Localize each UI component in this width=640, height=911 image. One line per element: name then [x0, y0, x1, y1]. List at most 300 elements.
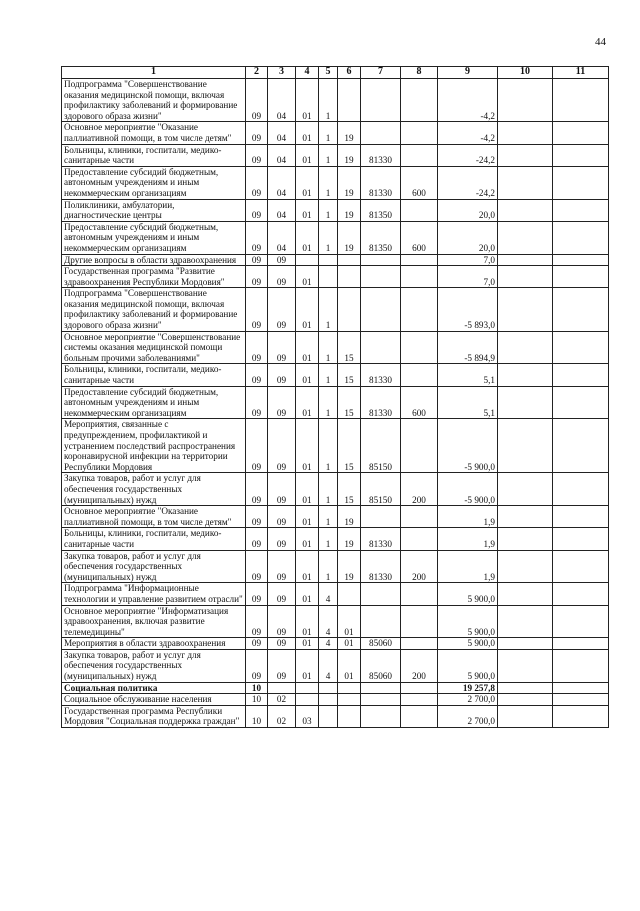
- row-code-c4: 01: [296, 166, 319, 199]
- row-code-c3: 04: [268, 199, 296, 221]
- table-row: [62, 682, 609, 694]
- table-row: [62, 506, 609, 528]
- row-code-c3: 09: [268, 266, 296, 288]
- row-empty-c11: [553, 199, 609, 221]
- row-code-c4: 01: [296, 419, 319, 473]
- row-description: Предоставление субсидий бюджетным, автономным учреждениям и иным некоммерческим организациям: [62, 221, 246, 254]
- row-code-c8: [401, 694, 438, 706]
- row-code-c3: 09: [268, 473, 296, 506]
- table-row: [62, 331, 609, 364]
- row-code-c5: 1: [319, 144, 338, 166]
- row-empty-c11: [553, 649, 609, 682]
- row-amount: 5,1: [438, 364, 498, 386]
- row-description: Другие вопросы в области здравоохранения: [62, 254, 246, 266]
- row-empty-c10: [498, 199, 553, 221]
- row-code-c2: 09: [246, 364, 268, 386]
- row-description: Основное мероприятие "Оказание паллиативной помощи, в том числе детям": [62, 506, 246, 528]
- row-code-c2: 09: [246, 199, 268, 221]
- row-amount: 5 900,0: [438, 583, 498, 605]
- row-amount: -5 893,0: [438, 288, 498, 331]
- row-code-c8: [401, 583, 438, 605]
- row-description: Подпрограмма "Совершенствование оказания медицинской помощи, включая профилактику заболеваний и формирование здорового образа жизни": [62, 79, 246, 122]
- row-amount: 5,1: [438, 386, 498, 419]
- row-code-c5: 1: [319, 473, 338, 506]
- row-description: Основное мероприятие "Информатизация здравоохранения, включая развитие телемедицины": [62, 605, 246, 638]
- row-code-c8: [401, 254, 438, 266]
- table-row: [62, 386, 609, 419]
- row-code-c5: 4: [319, 649, 338, 682]
- row-code-c5: 1: [319, 386, 338, 419]
- row-code-c6: 19: [338, 166, 361, 199]
- row-code-c5: 1: [319, 331, 338, 364]
- row-code-c8: [401, 605, 438, 638]
- row-code-c8: [401, 528, 438, 550]
- row-code-c8: [401, 638, 438, 650]
- row-amount: 2 700,0: [438, 694, 498, 706]
- row-code-c2: 09: [246, 122, 268, 144]
- row-amount: 1,9: [438, 550, 498, 583]
- row-code-c7: 81330: [361, 528, 401, 550]
- row-code-c6: 19: [338, 221, 361, 254]
- row-code-c3: 02: [268, 694, 296, 706]
- row-code-c7: 85150: [361, 473, 401, 506]
- row-code-c6: 15: [338, 386, 361, 419]
- row-empty-c10: [498, 386, 553, 419]
- row-code-c2: 09: [246, 473, 268, 506]
- row-code-c5: 1: [319, 288, 338, 331]
- row-amount: 20,0: [438, 199, 498, 221]
- row-amount: 5 900,0: [438, 605, 498, 638]
- row-code-c8: 200: [401, 473, 438, 506]
- row-code-c4: 01: [296, 364, 319, 386]
- row-empty-c10: [498, 166, 553, 199]
- row-code-c5: 1: [319, 528, 338, 550]
- row-code-c3: 09: [268, 419, 296, 473]
- row-description: Государственная программа Республики Мордовия "Социальная поддержка граждан": [62, 705, 246, 727]
- row-code-c7: [361, 682, 401, 694]
- column-header-1: 1: [62, 67, 246, 79]
- column-header-2: 2: [246, 67, 268, 79]
- row-code-c6: 01: [338, 638, 361, 650]
- row-code-c2: 09: [246, 550, 268, 583]
- row-code-c2: 09: [246, 638, 268, 650]
- row-empty-c10: [498, 550, 553, 583]
- row-code-c2: 09: [246, 144, 268, 166]
- table-row: [62, 550, 609, 583]
- row-empty-c11: [553, 605, 609, 638]
- row-empty-c11: [553, 528, 609, 550]
- row-code-c6: [338, 682, 361, 694]
- row-code-c4: 01: [296, 638, 319, 650]
- row-code-c4: 01: [296, 583, 319, 605]
- row-empty-c10: [498, 649, 553, 682]
- table-row: [62, 166, 609, 199]
- column-header-10: 10: [498, 67, 553, 79]
- row-empty-c11: [553, 331, 609, 364]
- row-code-c6: [338, 705, 361, 727]
- row-code-c5: 1: [319, 221, 338, 254]
- row-description: Поликлиники, амбулатории, диагностические центры: [62, 199, 246, 221]
- row-code-c8: 200: [401, 550, 438, 583]
- row-code-c6: 15: [338, 364, 361, 386]
- row-description: Социальная политика: [62, 682, 246, 694]
- row-empty-c10: [498, 583, 553, 605]
- row-code-c3: [268, 682, 296, 694]
- row-description: Подпрограмма "Совершенствование оказания медицинской помощи, включая профилактику заболеваний и формирование здорового образа жизни": [62, 288, 246, 331]
- row-code-c6: [338, 266, 361, 288]
- row-code-c3: 04: [268, 166, 296, 199]
- table-row: [62, 705, 609, 727]
- table-row: [62, 199, 609, 221]
- row-code-c8: 200: [401, 649, 438, 682]
- row-code-c5: [319, 254, 338, 266]
- row-code-c6: 19: [338, 506, 361, 528]
- row-code-c8: 600: [401, 221, 438, 254]
- row-code-c3: 09: [268, 506, 296, 528]
- row-code-c3: 09: [268, 528, 296, 550]
- row-empty-c10: [498, 419, 553, 473]
- row-amount: -4,2: [438, 79, 498, 122]
- row-code-c2: 09: [246, 419, 268, 473]
- table-row: [62, 254, 609, 266]
- row-code-c8: [401, 79, 438, 122]
- budget-table: [61, 66, 609, 728]
- table-row: [62, 583, 609, 605]
- row-code-c7: 81330: [361, 364, 401, 386]
- row-code-c6: [338, 254, 361, 266]
- row-code-c8: [401, 288, 438, 331]
- row-code-c3: 09: [268, 638, 296, 650]
- row-code-c5: 1: [319, 419, 338, 473]
- row-amount: 5 900,0: [438, 649, 498, 682]
- row-code-c4: 01: [296, 79, 319, 122]
- row-code-c7: [361, 331, 401, 364]
- row-code-c2: 09: [246, 605, 268, 638]
- row-code-c8: 600: [401, 166, 438, 199]
- row-empty-c11: [553, 473, 609, 506]
- row-code-c4: 01: [296, 605, 319, 638]
- row-code-c7: [361, 122, 401, 144]
- row-code-c5: 1: [319, 166, 338, 199]
- row-code-c3: 09: [268, 288, 296, 331]
- row-code-c6: [338, 694, 361, 706]
- row-amount: 7,0: [438, 266, 498, 288]
- row-description: Мероприятия в области здравоохранения: [62, 638, 246, 650]
- row-code-c4: [296, 254, 319, 266]
- row-code-c2: 10: [246, 705, 268, 727]
- row-empty-c10: [498, 364, 553, 386]
- row-code-c4: 01: [296, 649, 319, 682]
- row-code-c6: 01: [338, 649, 361, 682]
- row-code-c3: 09: [268, 605, 296, 638]
- row-code-c7: 81330: [361, 386, 401, 419]
- row-code-c4: 01: [296, 144, 319, 166]
- row-code-c8: [401, 266, 438, 288]
- row-empty-c11: [553, 254, 609, 266]
- table-row: [62, 266, 609, 288]
- row-code-c2: 09: [246, 266, 268, 288]
- row-code-c4: [296, 682, 319, 694]
- row-empty-c11: [553, 682, 609, 694]
- row-code-c6: 19: [338, 528, 361, 550]
- column-header-6: 6: [338, 67, 361, 79]
- row-code-c4: 03: [296, 705, 319, 727]
- row-empty-c11: [553, 506, 609, 528]
- row-code-c7: 85060: [361, 649, 401, 682]
- row-code-c3: 09: [268, 649, 296, 682]
- row-amount: -5 900,0: [438, 473, 498, 506]
- row-code-c7: 81350: [361, 199, 401, 221]
- row-empty-c10: [498, 605, 553, 638]
- row-empty-c11: [553, 638, 609, 650]
- row-code-c6: 19: [338, 550, 361, 583]
- row-empty-c10: [498, 254, 553, 266]
- row-empty-c10: [498, 221, 553, 254]
- row-code-c5: 4: [319, 605, 338, 638]
- row-code-c3: 09: [268, 550, 296, 583]
- table-row: [62, 528, 609, 550]
- row-empty-c10: [498, 705, 553, 727]
- row-description: Социальное обслуживание населения: [62, 694, 246, 706]
- table-row: [62, 79, 609, 122]
- table-body: [62, 79, 609, 728]
- row-empty-c11: [553, 550, 609, 583]
- row-empty-c11: [553, 144, 609, 166]
- row-description: Государственная программа "Развитие здравоохранения Республики Мордовия": [62, 266, 246, 288]
- row-code-c8: 600: [401, 386, 438, 419]
- row-code-c3: 04: [268, 122, 296, 144]
- row-code-c2: 09: [246, 506, 268, 528]
- row-amount: -24,2: [438, 166, 498, 199]
- table-row: [62, 638, 609, 650]
- row-code-c7: [361, 506, 401, 528]
- row-empty-c11: [553, 79, 609, 122]
- row-amount: 20,0: [438, 221, 498, 254]
- row-code-c3: 09: [268, 364, 296, 386]
- row-description: Мероприятия, связанные с предупреждением, профилактикой и устранением последствий распространения коронавирусной инфекции на территории Республики Мордовия: [62, 419, 246, 473]
- row-empty-c11: [553, 583, 609, 605]
- row-code-c2: 09: [246, 528, 268, 550]
- row-code-c5: 4: [319, 583, 338, 605]
- row-amount: 5 900,0: [438, 638, 498, 650]
- row-code-c4: 01: [296, 473, 319, 506]
- row-code-c8: [401, 331, 438, 364]
- column-header-11: 11: [553, 67, 609, 79]
- row-code-c6: 15: [338, 473, 361, 506]
- row-code-c3: 04: [268, 144, 296, 166]
- row-code-c3: 04: [268, 221, 296, 254]
- row-empty-c10: [498, 682, 553, 694]
- row-code-c2: 10: [246, 682, 268, 694]
- row-code-c8: [401, 144, 438, 166]
- table-row: [62, 122, 609, 144]
- row-description: Больницы, клиники, госпитали, медико-санитарные части: [62, 528, 246, 550]
- row-description: Закупка товаров, работ и услуг для обеспечения государственных (муниципальных) нужд: [62, 649, 246, 682]
- row-code-c5: [319, 694, 338, 706]
- row-amount: -4,2: [438, 122, 498, 144]
- row-code-c8: [401, 682, 438, 694]
- row-amount: 19 257,8: [438, 682, 498, 694]
- row-code-c2: 09: [246, 386, 268, 419]
- row-code-c3: 09: [268, 583, 296, 605]
- row-code-c8: [401, 705, 438, 727]
- row-empty-c10: [498, 266, 553, 288]
- row-amount: 1,9: [438, 506, 498, 528]
- row-code-c5: 1: [319, 79, 338, 122]
- row-code-c6: 19: [338, 199, 361, 221]
- table-row: [62, 364, 609, 386]
- row-empty-c11: [553, 221, 609, 254]
- row-code-c3: 09: [268, 386, 296, 419]
- row-code-c2: 09: [246, 254, 268, 266]
- row-description: Больницы, клиники, госпитали, медико-санитарные части: [62, 364, 246, 386]
- row-code-c3: 02: [268, 705, 296, 727]
- row-code-c7: [361, 705, 401, 727]
- row-code-c4: 01: [296, 199, 319, 221]
- table-row: [62, 288, 609, 331]
- row-empty-c10: [498, 79, 553, 122]
- row-description: Предоставление субсидий бюджетным, автономным учреждениям и иным некоммерческим организациям: [62, 386, 246, 419]
- row-empty-c11: [553, 288, 609, 331]
- row-description: Закупка товаров, работ и услуг для обеспечения государственных (муниципальных) нужд: [62, 550, 246, 583]
- row-code-c5: [319, 266, 338, 288]
- row-code-c2: 09: [246, 331, 268, 364]
- row-code-c4: 01: [296, 506, 319, 528]
- table-row: [62, 144, 609, 166]
- row-code-c3: 09: [268, 331, 296, 364]
- row-code-c2: 09: [246, 649, 268, 682]
- column-header-8: 8: [401, 67, 438, 79]
- row-empty-c10: [498, 473, 553, 506]
- row-empty-c10: [498, 288, 553, 331]
- row-code-c4: 01: [296, 122, 319, 144]
- row-code-c6: 19: [338, 144, 361, 166]
- row-code-c7: 81330: [361, 550, 401, 583]
- row-amount: 1,9: [438, 528, 498, 550]
- table-row: [62, 649, 609, 682]
- table-row: [62, 221, 609, 254]
- row-code-c4: 01: [296, 550, 319, 583]
- row-code-c2: 09: [246, 288, 268, 331]
- row-code-c6: [338, 288, 361, 331]
- row-code-c5: 1: [319, 550, 338, 583]
- row-code-c4: 01: [296, 528, 319, 550]
- row-amount: -5 900,0: [438, 419, 498, 473]
- table-row: [62, 473, 609, 506]
- row-code-c8: [401, 364, 438, 386]
- row-empty-c10: [498, 331, 553, 364]
- row-description: Больницы, клиники, госпитали, медико-санитарные части: [62, 144, 246, 166]
- row-code-c5: 1: [319, 364, 338, 386]
- row-empty-c10: [498, 638, 553, 650]
- row-code-c4: 01: [296, 331, 319, 364]
- row-empty-c11: [553, 694, 609, 706]
- row-code-c4: 01: [296, 221, 319, 254]
- row-code-c7: [361, 694, 401, 706]
- row-code-c7: [361, 583, 401, 605]
- row-code-c5: 4: [319, 638, 338, 650]
- row-code-c7: 81330: [361, 144, 401, 166]
- column-header-7: 7: [361, 67, 401, 79]
- row-code-c4: 01: [296, 288, 319, 331]
- row-code-c5: 1: [319, 199, 338, 221]
- row-description: Предоставление субсидий бюджетным, автономным учреждениям и иным некоммерческим организациям: [62, 166, 246, 199]
- column-header-5: 5: [319, 67, 338, 79]
- row-code-c7: 81330: [361, 166, 401, 199]
- row-description: Подпрограмма "Информационные технологии и управление развитием отрасли": [62, 583, 246, 605]
- row-code-c5: 1: [319, 122, 338, 144]
- row-code-c6: 19: [338, 122, 361, 144]
- row-empty-c11: [553, 122, 609, 144]
- row-empty-c10: [498, 694, 553, 706]
- row-code-c8: [401, 199, 438, 221]
- row-code-c7: [361, 288, 401, 331]
- column-header-4: 4: [296, 67, 319, 79]
- table-row: [62, 694, 609, 706]
- row-description: Закупка товаров, работ и услуг для обеспечения государственных (муниципальных) нужд: [62, 473, 246, 506]
- table-row: [62, 419, 609, 473]
- row-empty-c11: [553, 166, 609, 199]
- row-code-c5: [319, 682, 338, 694]
- row-empty-c10: [498, 144, 553, 166]
- page-number: 44: [595, 36, 606, 48]
- row-empty-c11: [553, 266, 609, 288]
- row-empty-c10: [498, 122, 553, 144]
- row-empty-c11: [553, 419, 609, 473]
- row-code-c3: 04: [268, 79, 296, 122]
- row-empty-c10: [498, 528, 553, 550]
- row-code-c4: [296, 694, 319, 706]
- row-amount: 7,0: [438, 254, 498, 266]
- row-code-c6: 15: [338, 331, 361, 364]
- row-code-c6: [338, 79, 361, 122]
- row-description: Основное мероприятие "Совершенствование системы оказания медицинской помощи больным прочими заболеваниями": [62, 331, 246, 364]
- column-header-9: 9: [438, 67, 498, 79]
- row-empty-c11: [553, 386, 609, 419]
- row-code-c5: 1: [319, 506, 338, 528]
- row-code-c6: 15: [338, 419, 361, 473]
- row-code-c8: [401, 419, 438, 473]
- row-code-c5: [319, 705, 338, 727]
- row-empty-c11: [553, 364, 609, 386]
- row-code-c2: 09: [246, 79, 268, 122]
- row-code-c8: [401, 122, 438, 144]
- row-code-c7: [361, 79, 401, 122]
- row-code-c3: 09: [268, 254, 296, 266]
- row-code-c6: 01: [338, 605, 361, 638]
- row-amount: 2 700,0: [438, 705, 498, 727]
- row-description: Основное мероприятие "Оказание паллиативной помощи, в том числе детям": [62, 122, 246, 144]
- row-code-c7: 85150: [361, 419, 401, 473]
- row-code-c2: 09: [246, 166, 268, 199]
- row-code-c4: 01: [296, 266, 319, 288]
- row-code-c2: 10: [246, 694, 268, 706]
- table-row: [62, 605, 609, 638]
- row-code-c7: [361, 254, 401, 266]
- row-amount: -24,2: [438, 144, 498, 166]
- row-code-c7: 81350: [361, 221, 401, 254]
- row-code-c7: 85060: [361, 638, 401, 650]
- row-code-c2: 09: [246, 221, 268, 254]
- row-empty-c10: [498, 506, 553, 528]
- row-empty-c11: [553, 705, 609, 727]
- row-code-c7: [361, 605, 401, 638]
- row-code-c6: [338, 583, 361, 605]
- column-header-3: 3: [268, 67, 296, 79]
- row-code-c2: 09: [246, 583, 268, 605]
- row-code-c4: 01: [296, 386, 319, 419]
- row-amount: -5 894,9: [438, 331, 498, 364]
